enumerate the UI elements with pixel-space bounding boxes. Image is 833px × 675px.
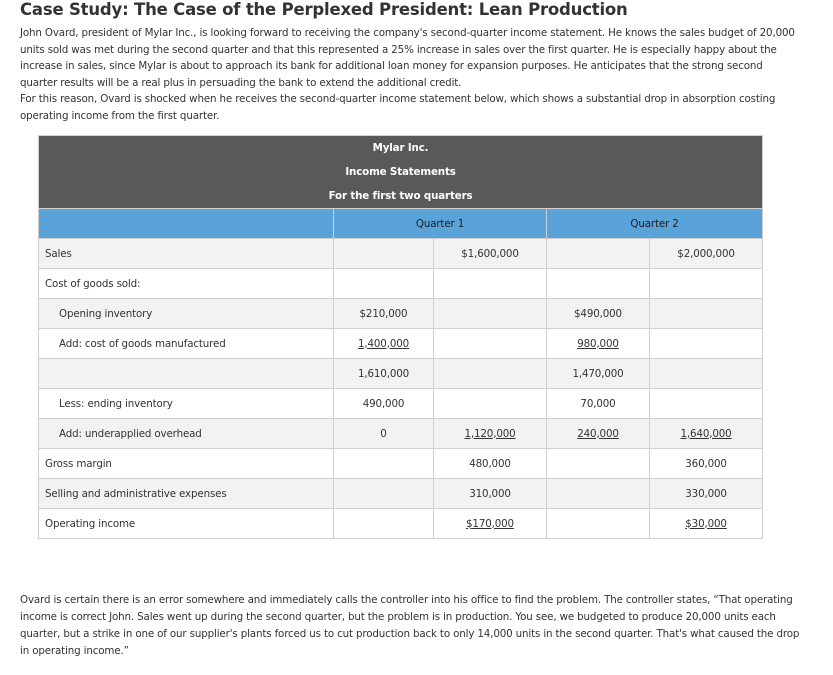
cell-value: 330,000 (685, 487, 727, 500)
row-label (39, 359, 334, 389)
table-row (39, 239, 763, 269)
cell-q1a (334, 509, 434, 539)
cell-q1a (334, 269, 434, 299)
cell-q1b (434, 419, 547, 449)
cell-q2b (650, 239, 763, 269)
cell-q1b (434, 509, 547, 539)
cell-value: $1,600,000 (461, 247, 519, 260)
cell-q2a (547, 239, 650, 269)
quarter-header-row (39, 209, 763, 239)
cell-q1a (334, 389, 434, 419)
cell-q2a (547, 299, 650, 329)
company-name: Mylar Inc. (372, 142, 429, 154)
cell-q1a (334, 419, 434, 449)
cell-q2a (547, 269, 650, 299)
quarter-2-header: Quarter 2 (547, 209, 763, 239)
cell-value: 1,400,000 (357, 337, 410, 350)
cell-value: 0 (380, 427, 387, 440)
cell-q2b (650, 359, 763, 389)
cell-q1a (334, 359, 434, 389)
row-label: Operating income (39, 509, 334, 539)
row-label: Opening inventory (39, 299, 334, 329)
row-label: Add: underapplied overhead (39, 419, 334, 449)
table-row (39, 419, 763, 449)
table-row (39, 509, 763, 539)
cell-q1a (334, 449, 434, 479)
table-row (39, 329, 763, 359)
cell-value: 310,000 (469, 487, 511, 500)
cell-value: $210,000 (359, 307, 408, 320)
table-row (39, 359, 763, 389)
page-title: Case Study: The Case of the Perplexed President: Lean Production (20, 0, 628, 19)
cell-value: $2,000,000 (677, 247, 735, 260)
cell-value: 70,000 (580, 397, 616, 410)
cell-q2a (547, 329, 650, 359)
intro-text (20, 25, 800, 125)
cell-value: 1,120,000 (464, 427, 516, 440)
cell-q2a (547, 479, 650, 509)
cell-q2b (650, 269, 763, 299)
row-label: Gross margin (39, 449, 334, 479)
cell-q2a (547, 449, 650, 479)
table-row (39, 299, 763, 329)
cell-value: 490,000 (362, 397, 405, 410)
cell-q2b (650, 449, 763, 479)
statement-body (39, 239, 763, 539)
row-label: Selling and administrative expenses (39, 479, 334, 509)
table-row (39, 479, 763, 509)
cell-q2a (547, 359, 650, 389)
cell-q2b (650, 389, 763, 419)
cell-q2a (547, 389, 650, 419)
cell-q2b (650, 419, 763, 449)
cell-q1b (434, 479, 547, 509)
row-label: Add: cost of goods manufactured (39, 329, 334, 359)
cell-q2a (547, 419, 650, 449)
quarter-1-header: Quarter 1 (334, 209, 547, 239)
table-row (39, 389, 763, 419)
cell-q1b (434, 239, 547, 269)
table-row (39, 269, 763, 299)
income-statement-table (38, 135, 763, 539)
cell-q2b (650, 329, 763, 359)
cell-q2b (650, 479, 763, 509)
row-label: Less: ending inventory (39, 389, 334, 419)
statement-title-row (39, 136, 763, 209)
cell-q1a (334, 299, 434, 329)
cell-q1b (434, 329, 547, 359)
cell-q1a (334, 329, 434, 359)
cell-value: $30,000 (685, 517, 727, 530)
cell-value: $490,000 (574, 307, 622, 320)
cell-q1b (434, 389, 547, 419)
statement-period: For the first two quarters (328, 190, 473, 202)
cell-q1a (334, 479, 434, 509)
intro-paragraph-2: For this reason, Ovard is shocked when he receives the second-quarter income statement below, which shows a substantial drop in absorption costing operating income from the first quarter. (20, 93, 776, 122)
intro-paragraph-1: John Ovard, president of Mylar Inc., is looking forward to receiving the company's second-quarter income statement. He knows the sales budget of 20,000 units sold was met during the second quarter and that this represented a 25% increase in sales over the first quarter. He is especially happy about the increase in sales, since Mylar is about to approach its bank for additional loan money for expansion purposes. He anticipates that the strong second quarter results will be a real plus in persuading the bank to extend the additional credit. (20, 27, 795, 89)
row-label: Sales (39, 239, 334, 269)
cell-value: 360,000 (685, 457, 727, 470)
cell-q1b (434, 359, 547, 389)
cell-q1b (434, 299, 547, 329)
outro-text: Ovard is certain there is an error somewhere and immediately calls the controller into his office to find the problem. The controller states, “That operating income is correct John. Sales went up during the second quarter, but the problem is in production. You see, we budgeted to produce 20,000 units each quarter, but a strike in one of our supplier's plants forced us to cut production back to only 14,000 units in the second quarter. That's what caused the drop in operating income.” (20, 594, 800, 657)
cell-value: $170,000 (466, 517, 514, 530)
cell-value: 480,000 (469, 457, 511, 470)
row-label: Cost of goods sold: (39, 269, 334, 299)
table-row (39, 449, 763, 479)
cell-q1b (434, 269, 547, 299)
cell-value: 1,610,000 (357, 367, 410, 380)
cell-q2b (650, 299, 763, 329)
cell-q1a (334, 239, 434, 269)
cell-value: 1,640,000 (680, 427, 732, 440)
cell-q2b (650, 509, 763, 539)
cell-q1b (434, 449, 547, 479)
cell-value: 1,470,000 (572, 367, 624, 380)
cell-q2a (547, 509, 650, 539)
statement-name: Income Statements (345, 166, 456, 178)
cell-value: 980,000 (577, 337, 619, 350)
cell-value: 240,000 (577, 427, 619, 440)
